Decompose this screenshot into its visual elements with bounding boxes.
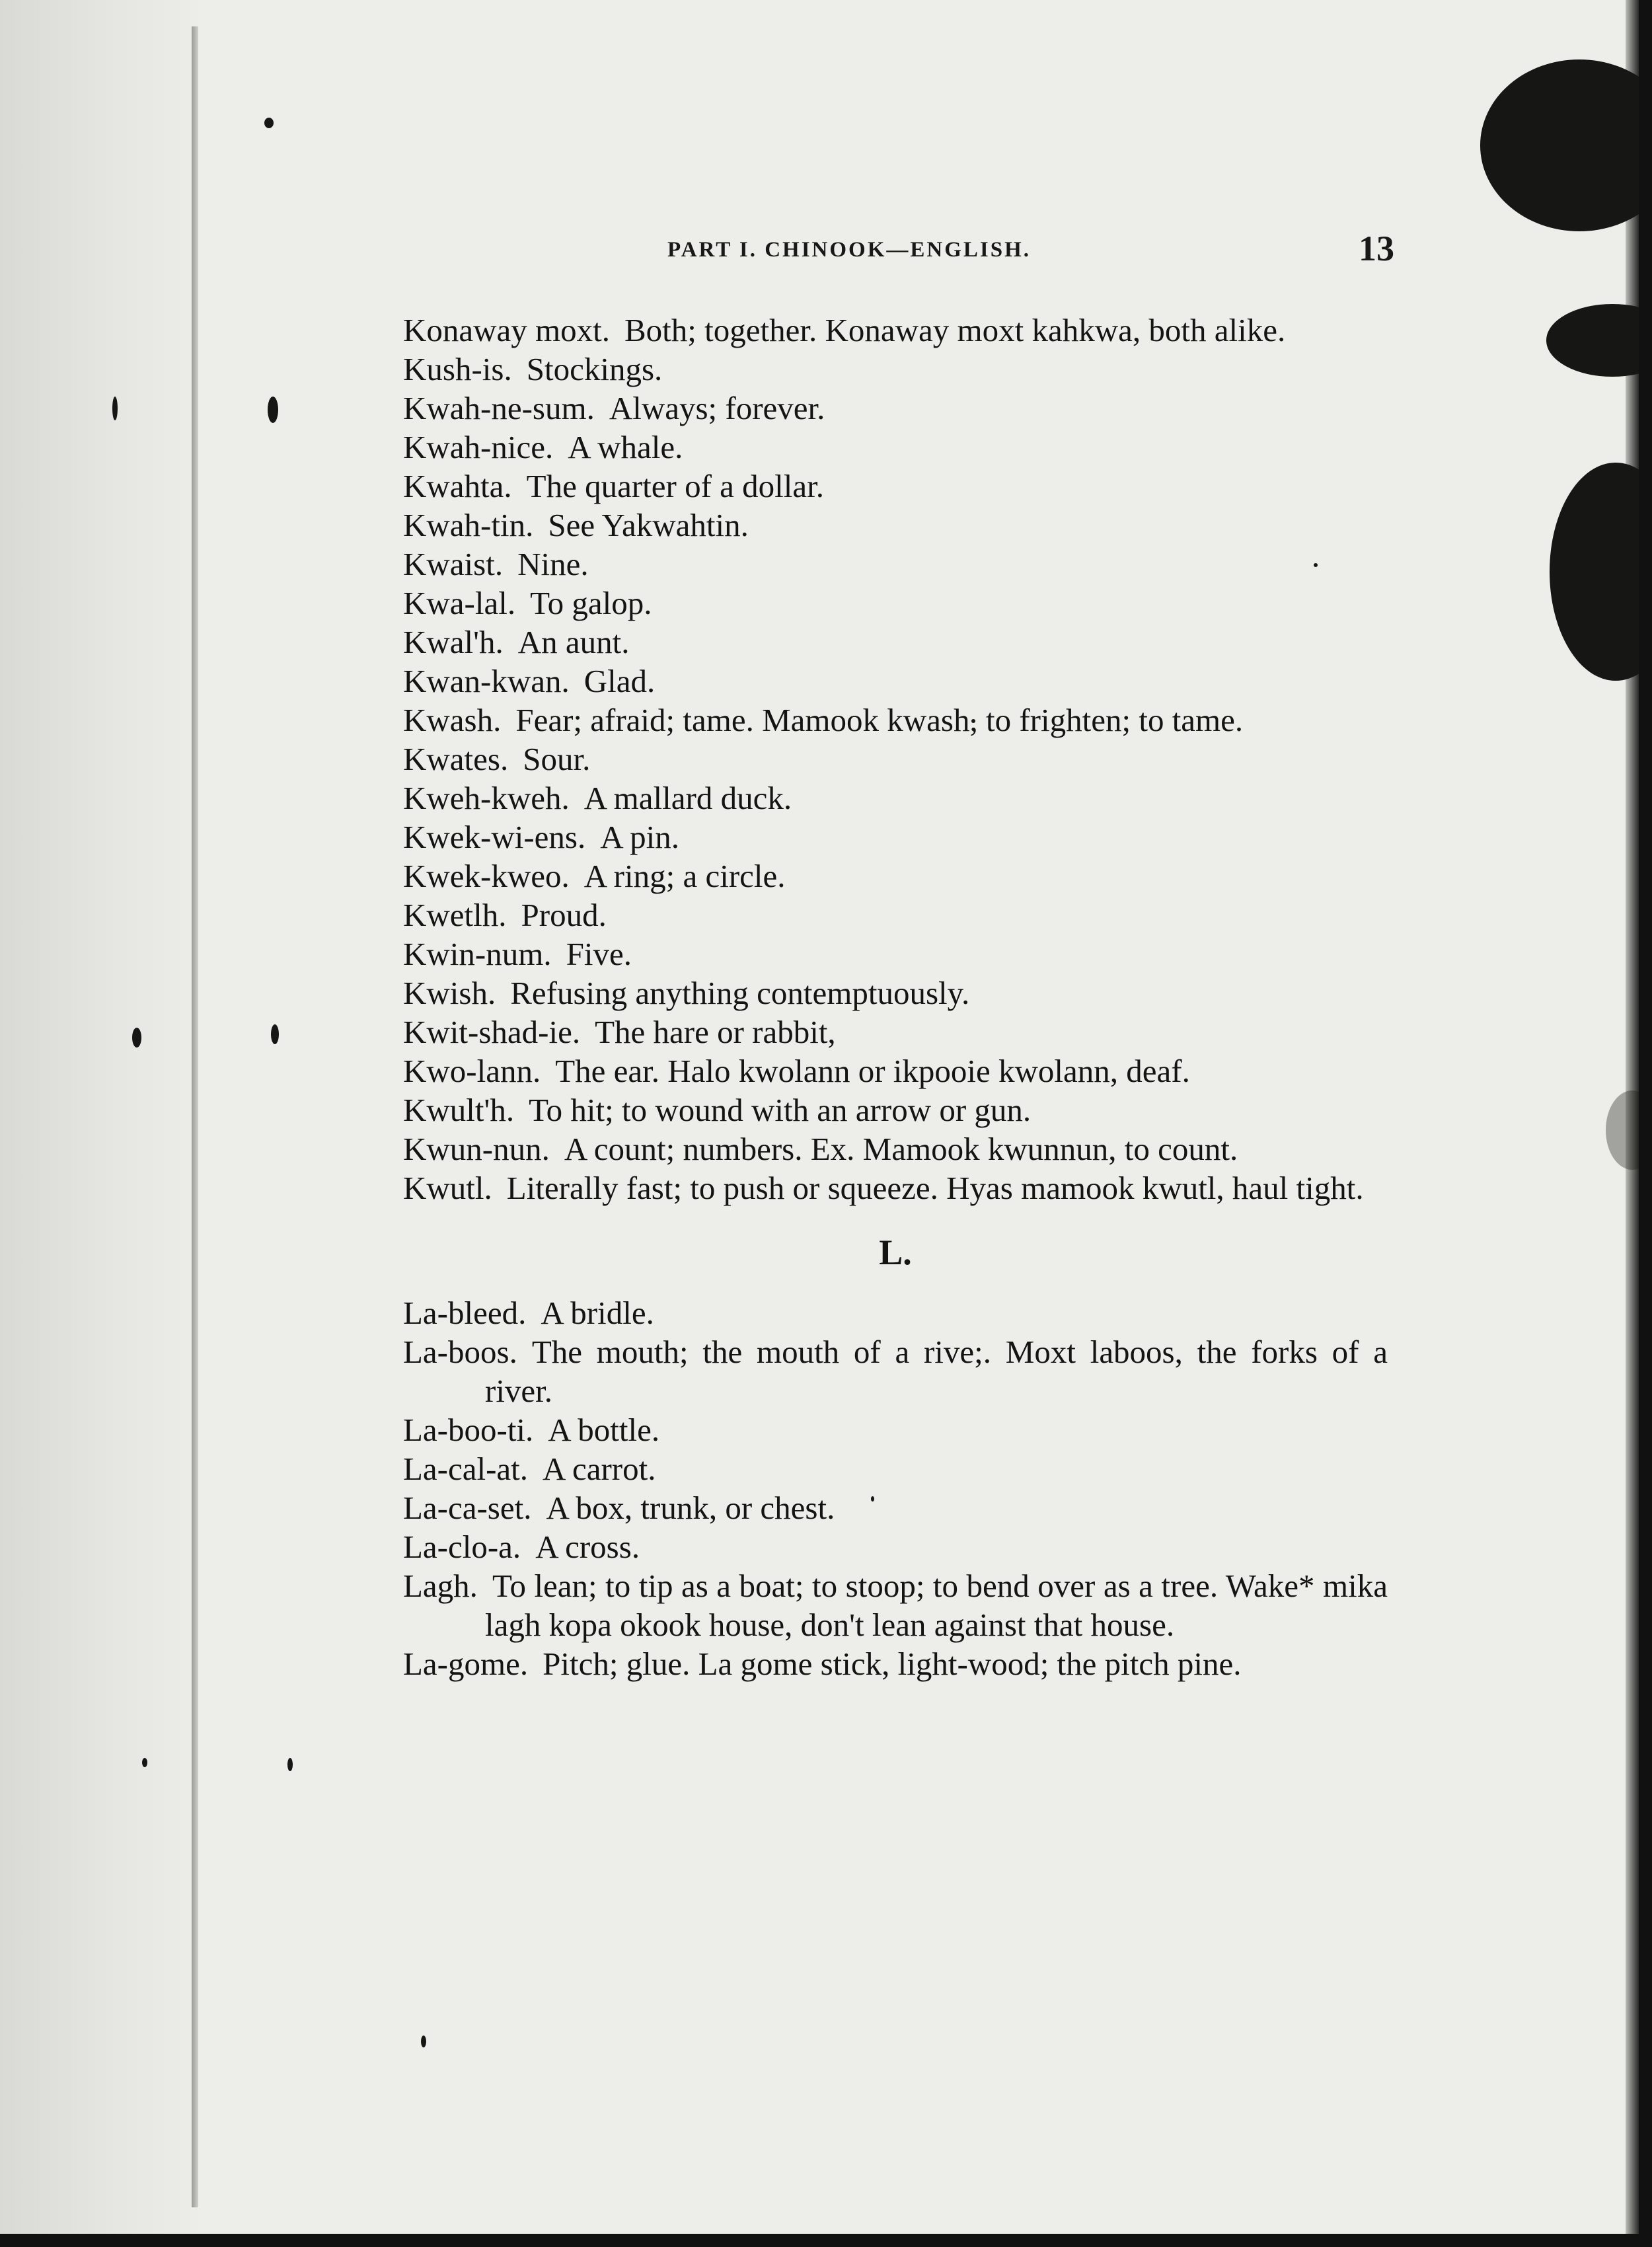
definition: A mallard duck.	[583, 780, 792, 816]
headword: Kwult'h.	[403, 1092, 515, 1128]
definition: The quarter of a dollar.	[526, 468, 824, 504]
dictionary-entry	[403, 740, 1388, 779]
definition: Proud.	[521, 897, 607, 933]
headword: La-bleed.	[403, 1295, 527, 1331]
definition: A carrot.	[543, 1451, 656, 1487]
definition: An aunt.	[517, 624, 630, 660]
running-header: PART I. CHINOOK—ENGLISH.	[667, 238, 1032, 262]
definition: A whale.	[568, 429, 683, 465]
dictionary-entry	[403, 1129, 1388, 1168]
definition: To lean; to tip as a boat; to stoop; to bend over as a tree. Wake* mika lagh kopa okook house, don't lean against that house.	[485, 1568, 1388, 1643]
dictionary-entry	[403, 1410, 1388, 1449]
dictionary-entry	[403, 857, 1388, 895]
dictionary-entry	[403, 895, 1388, 934]
headword: Kwah-ne-sum.	[403, 390, 595, 426]
dictionary-entry	[403, 350, 1388, 389]
definition: Always; forever.	[609, 390, 825, 426]
definition: The mouth; the mouth of a rive;. Moxt laboos, the forks of a river.	[485, 1334, 1388, 1409]
page-number: 13	[1359, 229, 1394, 268]
dictionary-entry	[403, 506, 1388, 545]
headword: Kwaist.	[403, 546, 504, 582]
headword: Kwa-lal.	[403, 585, 516, 621]
definition: Sour.	[523, 741, 591, 777]
speck	[264, 118, 274, 128]
dictionary-entry	[403, 389, 1388, 428]
headword: Kwit-shad-ie.	[403, 1014, 581, 1050]
definition: Pitch; glue. La gome stick, light-wood; the pitch pine.	[543, 1646, 1242, 1682]
headword: Kwutl.	[403, 1170, 492, 1206]
headword: La-ca-set.	[403, 1490, 532, 1526]
speck	[142, 1758, 147, 1767]
page-gutter	[0, 0, 198, 2234]
headword: Kwah-nice.	[403, 429, 554, 465]
headword: Kwal'h.	[403, 624, 504, 660]
definition: The ear. Halo kwolann or ikpooie kwolann, deaf.	[555, 1053, 1190, 1089]
speck	[132, 1028, 141, 1047]
dictionary-entry	[403, 818, 1388, 857]
headword: La-boo-ti.	[403, 1412, 534, 1448]
ink-stain	[1606, 1090, 1639, 1170]
definition: A count; numbers. Ex. Mamook kwunnun, to count.	[564, 1131, 1238, 1167]
definition: See Yakwahtin.	[548, 507, 749, 543]
dictionary-entry	[403, 973, 1388, 1012]
headword: Kwek-kweo.	[403, 858, 570, 894]
dictionary-entry	[403, 311, 1388, 350]
headword: Lagh.	[403, 1568, 478, 1604]
definition: To hit; to wound with an arrow or gun.	[529, 1092, 1032, 1128]
dictionary-entry	[403, 779, 1388, 818]
headword: La-gome.	[403, 1646, 529, 1682]
dictionary-entry	[403, 1566, 1388, 1644]
definition: Five.	[566, 936, 632, 972]
definition: Literally fast; to push or squeeze. Hyas mamook kwutl, haul tight.	[506, 1170, 1364, 1206]
ink-stain	[1550, 463, 1639, 681]
dictionary-entry	[403, 467, 1388, 506]
headword: Kweh-kweh.	[403, 780, 570, 816]
definition: To galop.	[530, 585, 652, 621]
definition: Refusing anything contemptuously.	[510, 975, 970, 1011]
definition: Fear; afraid; tame. Mamook kwash, to frighten; to tame.	[515, 702, 1244, 738]
definition: The hare or rabbit,	[595, 1014, 836, 1050]
dictionary-entry	[403, 545, 1388, 584]
headword: Kwin-num.	[403, 936, 552, 972]
definition: Stockings.	[526, 351, 663, 387]
speck	[112, 397, 118, 420]
dictionary-entry	[403, 1488, 1388, 1527]
definition: A bottle.	[548, 1412, 660, 1448]
definition: A ring; a circle.	[583, 858, 786, 894]
definition: A box, trunk, or chest.	[546, 1490, 835, 1526]
speck	[271, 1024, 279, 1044]
headword: La-clo-a.	[403, 1529, 521, 1565]
dictionary-entry	[403, 662, 1388, 701]
speck	[287, 1758, 293, 1771]
headword: Kush-is.	[403, 351, 512, 387]
headword: Kwates.	[403, 741, 509, 777]
definition: A cross.	[535, 1529, 640, 1565]
definition: A bridle.	[541, 1295, 654, 1331]
definition: A pin.	[600, 819, 680, 855]
ink-stain	[1546, 304, 1639, 377]
headword: Kwan-kwan.	[403, 663, 570, 699]
headword: La-cal-at.	[403, 1451, 529, 1487]
definition: Glad.	[583, 663, 656, 699]
headword: Kwun-nun.	[403, 1131, 550, 1167]
headword: Kwetlh.	[403, 897, 507, 933]
dictionary-entry	[403, 1527, 1388, 1566]
section-letter-heading: L.	[879, 1233, 912, 1272]
speck	[268, 397, 278, 423]
headword: Kwish.	[403, 975, 496, 1011]
dictionary-content	[403, 311, 1388, 1683]
headword: Kwahta.	[403, 468, 512, 504]
dictionary-entry	[403, 1090, 1388, 1129]
dictionary-entry	[403, 1293, 1388, 1332]
headword: Kwo-lann.	[403, 1053, 541, 1089]
dictionary-entry	[403, 428, 1388, 467]
dictionary-entry	[403, 1051, 1388, 1090]
dictionary-entry	[403, 584, 1388, 623]
definition: Both; together. Konaway moxt kahkwa, both alike.	[624, 312, 1286, 348]
headword: Konaway moxt.	[403, 312, 610, 348]
binding-shadow	[192, 26, 198, 2207]
definition: Nine.	[517, 546, 589, 582]
dictionary-entry	[403, 1332, 1388, 1410]
headword: Kwek-wi-ens.	[403, 819, 586, 855]
dictionary-entry	[403, 1449, 1388, 1488]
dictionary-entry	[403, 701, 1388, 740]
headword: Kwash.	[403, 702, 502, 738]
dictionary-entry	[403, 1644, 1388, 1683]
dictionary-entry	[403, 934, 1388, 973]
speck	[421, 2036, 426, 2047]
ink-stain	[1480, 59, 1639, 231]
dictionary-entry	[403, 623, 1388, 662]
headword: La-boos.	[403, 1334, 517, 1370]
headword: Kwah-tin.	[403, 507, 534, 543]
dictionary-entry	[403, 1012, 1388, 1051]
dictionary-entry	[403, 1168, 1388, 1207]
